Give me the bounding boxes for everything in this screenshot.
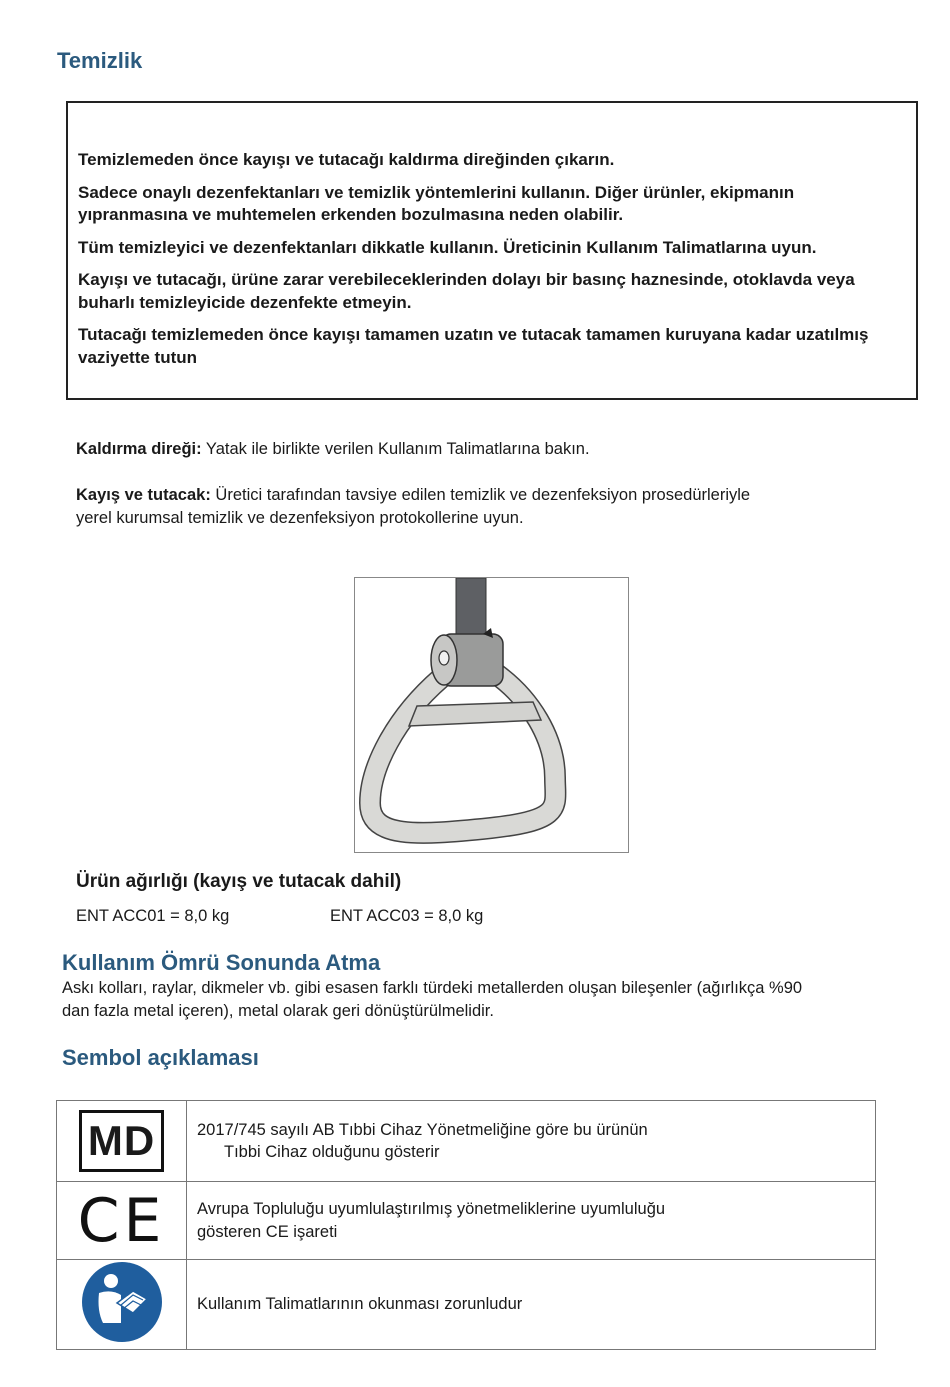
strap-handle-figure	[354, 577, 629, 853]
table-row	[57, 1182, 876, 1260]
weight-title: Ürün ağırlığı (kayış ve tutacak dahil)	[76, 871, 402, 892]
ce-mark-icon: CE	[77, 1185, 166, 1256]
table-row	[57, 1101, 876, 1182]
disposal-text: Askı kolları, raylar, dikmeler vb. gibi esasen farklı türdeki metallerden oluşan bileşenler (ağırlıkça %90 dan fazla metal içeren), metal olarak geri dönüştürülmelidir.	[62, 979, 803, 1020]
disposal-title: Kullanım Ömrü Sonunda Atma	[62, 950, 381, 975]
symbol-description: 2017/745 sayılı AB Tıbbi Cihaz Yönetmeliğine göre bu ürünün	[197, 1120, 648, 1139]
warning-item: Tüm temizleyici ve dezenfektanları dikkatle kullanın. Üreticinin Kullanım Talimatlarına uyun.	[78, 237, 817, 257]
symbol-description: Kullanım Talimatlarının okunması zorunludur	[197, 1295, 523, 1314]
warning-item: Tutacağı temizlemeden önce kayışı tamamen uzatın ve tutacak tamamen kuruyana kadar uzatılmış vaziyette tutun	[78, 325, 869, 367]
read-manual-icon	[81, 1261, 163, 1343]
cleaning-title: Temizlik	[57, 48, 143, 73]
strap-handle-illustration	[355, 578, 628, 852]
warning-box	[66, 101, 918, 400]
lift-pole-paragraph	[76, 438, 896, 461]
table-row	[57, 1260, 876, 1350]
strap-paragraph	[76, 484, 766, 529]
warning-item: Sadece onaylı dezenfektanları ve temizlik yöntemlerini kullanın. Diğer ürünler, ekipmanın yıpranmasına ve muhtemelen erkenden bozulmasına neden olabilir.	[78, 182, 795, 224]
warning-item: Kayışı ve tutacağı, ürüne zarar verebileceklerinden dolayı bir basınç haznesinde, otoklavda veya buharlı temizleyicide dezenfekte etmeyin.	[78, 270, 855, 312]
symbol-description: Avrupa Topluluğu uyumlulaştırılmış yönetmeliklerine uyumluluğu	[197, 1200, 666, 1218]
symbols-title: Sembol açıklaması	[62, 1045, 259, 1070]
symbol-description-cont: Tıbbi Cihaz olduğunu gösterir	[224, 1143, 440, 1161]
weight-item-acc01: ENT ACC01 = 8,0 kg	[76, 907, 230, 925]
warning-item: Temizlemeden önce kayışı ve tutacağı kaldırma direğinden çıkarın.	[78, 150, 615, 169]
strap-text: Üretici tarafından tavsiye edilen temizlik ve dezenfeksiyon prosedürleriyle yerel kurumsal temizlik ve dezenfeksiyon protokollerine uyun.	[76, 486, 751, 527]
lift-pole-text: Yatak ile birlikte verilen Kullanım Talimatlarına bakın.	[201, 440, 590, 458]
lift-pole-label: Kaldırma direği:	[76, 440, 202, 458]
weight-item-acc03: ENT ACC03 = 8,0 kg	[330, 907, 484, 925]
md-icon: MD	[79, 1110, 164, 1172]
symbol-description-cont: gösteren CE işareti	[197, 1222, 338, 1241]
symbols-table	[56, 1100, 876, 1350]
strap-label: Kayış ve tutacak:	[76, 486, 211, 504]
